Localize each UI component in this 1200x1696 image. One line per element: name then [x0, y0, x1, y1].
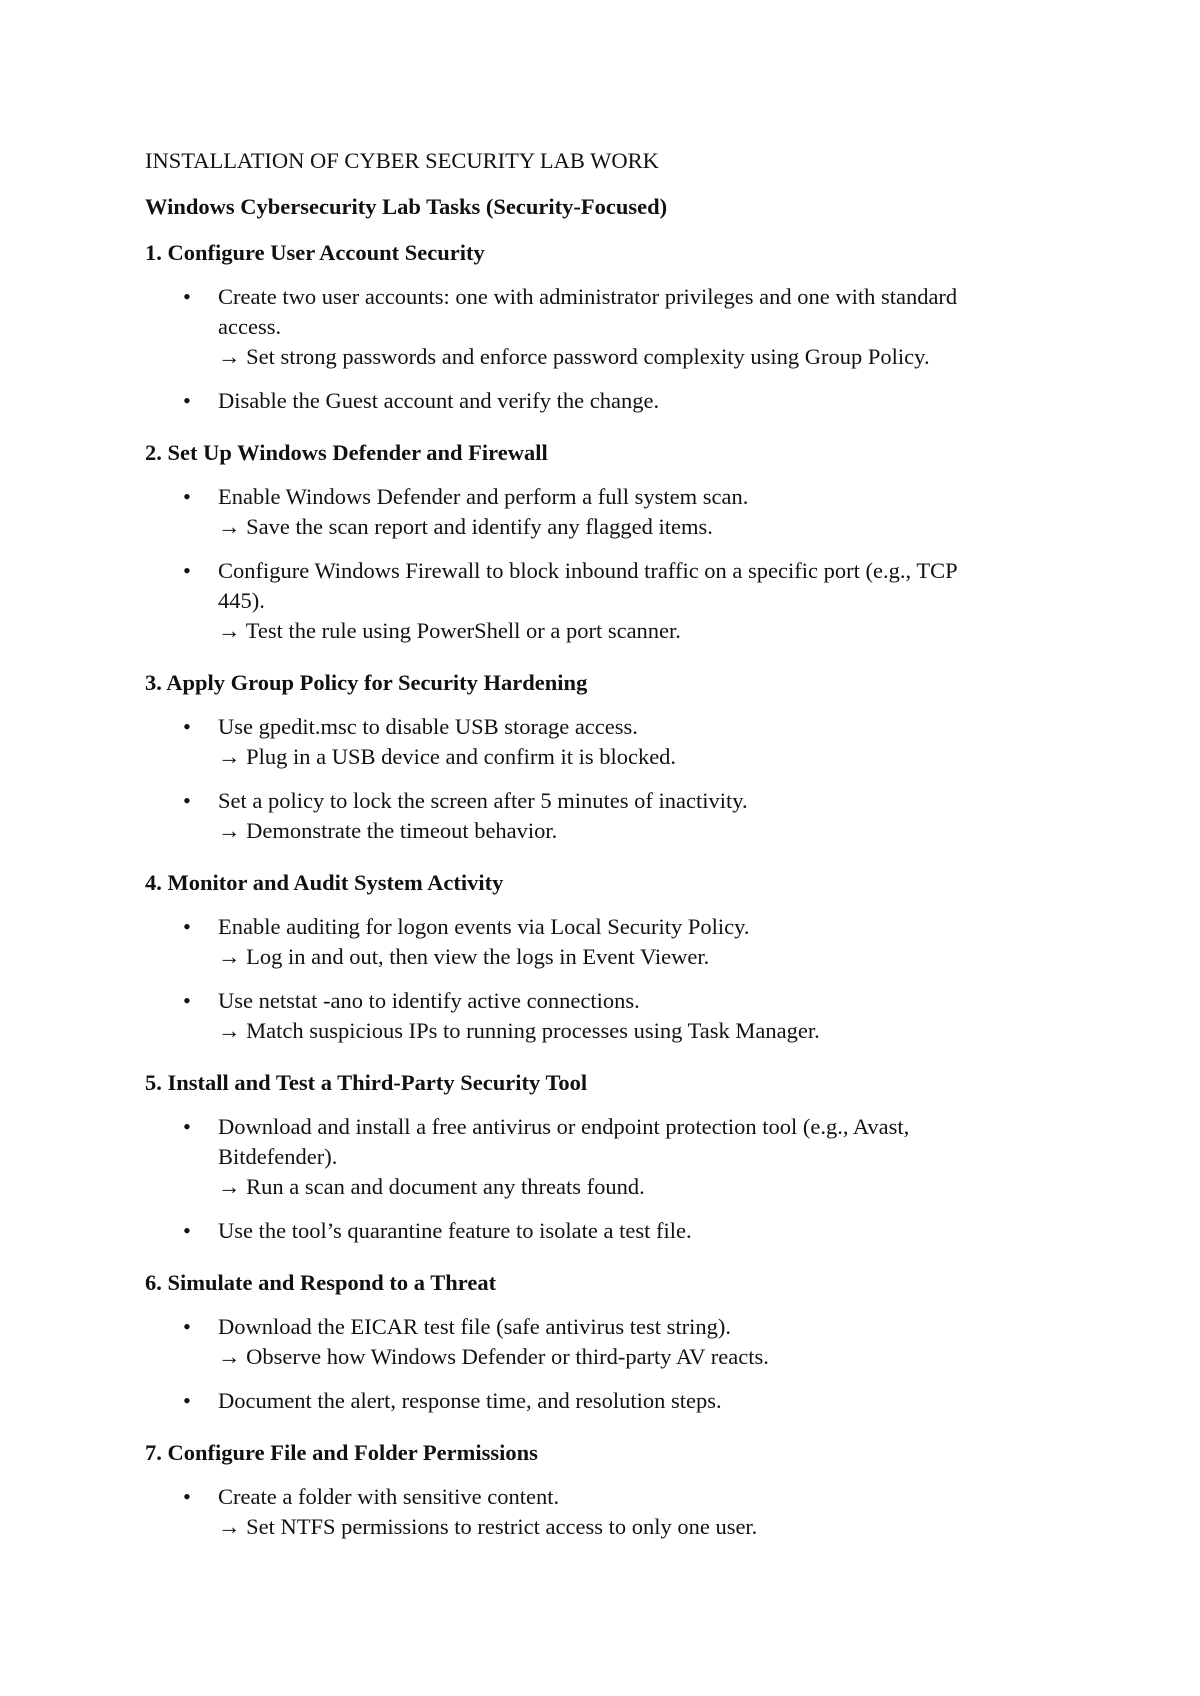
- task-text: Disable the Guest account and verify the change.: [218, 388, 660, 413]
- task-subtext: → Save the scan report and identify any flagged items.: [218, 514, 713, 539]
- task-item: [145, 386, 1118, 416]
- task-item: [145, 786, 1118, 846]
- task-item: [145, 1216, 1118, 1246]
- task-text: Create a folder with sensitive content.: [218, 1484, 560, 1509]
- task-subtext: → Set NTFS permissions to restrict access to only one user.: [218, 1514, 758, 1539]
- section-windows-defender-firewall: [145, 438, 1045, 646]
- task-item: [145, 556, 1118, 646]
- section-file-folder-permissions: [145, 1438, 1045, 1542]
- task-subtext: → Plug in a USB device and confirm it is blocked.: [218, 744, 677, 769]
- task-list: [145, 282, 1045, 416]
- task-subtext: → Observe how Windows Defender or third-party AV reacts.: [218, 1344, 769, 1369]
- bullet-icon: •: [183, 714, 191, 739]
- task-list: [145, 1312, 1045, 1416]
- task-subtext: → Run a scan and document any threats found.: [218, 1174, 645, 1199]
- section-simulate-respond-threat: [145, 1268, 1045, 1416]
- bullet-icon: •: [183, 914, 191, 939]
- section-heading: 4. Monitor and Audit System Activity: [145, 870, 504, 895]
- task-subtext: → Set strong passwords and enforce password complexity using Group Policy.: [218, 344, 930, 369]
- bullet-icon: •: [183, 1114, 191, 1139]
- task-item: [145, 1112, 1118, 1202]
- document-title: INSTALLATION OF CYBER SECURITY LAB WORK: [145, 148, 659, 173]
- task-text: 445).: [218, 588, 265, 613]
- task-item: [145, 1386, 1118, 1416]
- task-text: access.: [218, 314, 282, 339]
- document-subtitle: Windows Cybersecurity Lab Tasks (Security-Focused): [145, 194, 668, 219]
- task-text: Document the alert, response time, and resolution steps.: [218, 1388, 722, 1413]
- bullet-icon: •: [183, 388, 191, 413]
- task-item: [145, 912, 1118, 972]
- section-monitor-audit-activity: [145, 868, 1045, 1046]
- task-text: Use the tool’s quarantine feature to isolate a test file.: [218, 1218, 692, 1243]
- bullet-icon: •: [183, 484, 191, 509]
- section-heading: 5. Install and Test a Third-Party Security Tool: [145, 1070, 588, 1095]
- section-configure-user-account-security: [145, 238, 1045, 416]
- task-item: [145, 1482, 1118, 1542]
- bullet-icon: •: [183, 1314, 191, 1339]
- section-heading: 6. Simulate and Respond to a Threat: [145, 1270, 497, 1295]
- task-list: [145, 1482, 1045, 1542]
- task-text: Use gpedit.msc to disable USB storage access.: [218, 714, 638, 739]
- task-item: [145, 986, 1118, 1046]
- task-item: [145, 482, 1118, 542]
- task-subtext: → Match suspicious IPs to running processes using Task Manager.: [218, 1018, 820, 1043]
- task-list: [145, 712, 1045, 846]
- task-text: Download the EICAR test file (safe antivirus test string).: [218, 1314, 732, 1339]
- bullet-icon: •: [183, 1388, 191, 1413]
- bullet-icon: •: [183, 1484, 191, 1509]
- bullet-icon: •: [183, 284, 191, 309]
- section-third-party-security-tool: [145, 1068, 1045, 1246]
- task-subtext: → Log in and out, then view the logs in Event Viewer.: [218, 944, 710, 969]
- task-text: Set a policy to lock the screen after 5 minutes of inactivity.: [218, 788, 748, 813]
- task-subtext: → Test the rule using PowerShell or a port scanner.: [218, 618, 681, 643]
- task-list: [145, 1112, 1045, 1246]
- section-group-policy-hardening: [145, 668, 1045, 846]
- bullet-icon: •: [183, 988, 191, 1013]
- task-text: Create two user accounts: one with administrator privileges and one with standard: [218, 284, 958, 309]
- task-text: Bitdefender).: [218, 1144, 338, 1169]
- task-item: [145, 712, 1118, 772]
- section-heading: 7. Configure File and Folder Permissions: [145, 1440, 538, 1465]
- task-text: Enable Windows Defender and perform a full system scan.: [218, 484, 749, 509]
- task-subtext: → Demonstrate the timeout behavior.: [218, 818, 558, 843]
- task-list: [145, 482, 1045, 646]
- bullet-icon: •: [183, 788, 191, 813]
- task-list: [145, 912, 1045, 1046]
- task-text: Enable auditing for logon events via Local Security Policy.: [218, 914, 750, 939]
- task-item: [145, 1312, 1118, 1372]
- task-text: Use netstat -ano to identify active connections.: [218, 988, 640, 1013]
- task-text: Download and install a free antivirus or endpoint protection tool (e.g., Avast,: [218, 1114, 910, 1139]
- section-heading: 3. Apply Group Policy for Security Hardening: [145, 670, 588, 695]
- task-text: Configure Windows Firewall to block inbound traffic on a specific port (e.g., TCP: [218, 558, 958, 583]
- section-heading: 2. Set Up Windows Defender and Firewall: [145, 440, 548, 465]
- task-item: [145, 282, 1118, 372]
- section-heading: 1. Configure User Account Security: [145, 240, 485, 265]
- bullet-icon: •: [183, 1218, 191, 1243]
- bullet-icon: •: [183, 558, 191, 583]
